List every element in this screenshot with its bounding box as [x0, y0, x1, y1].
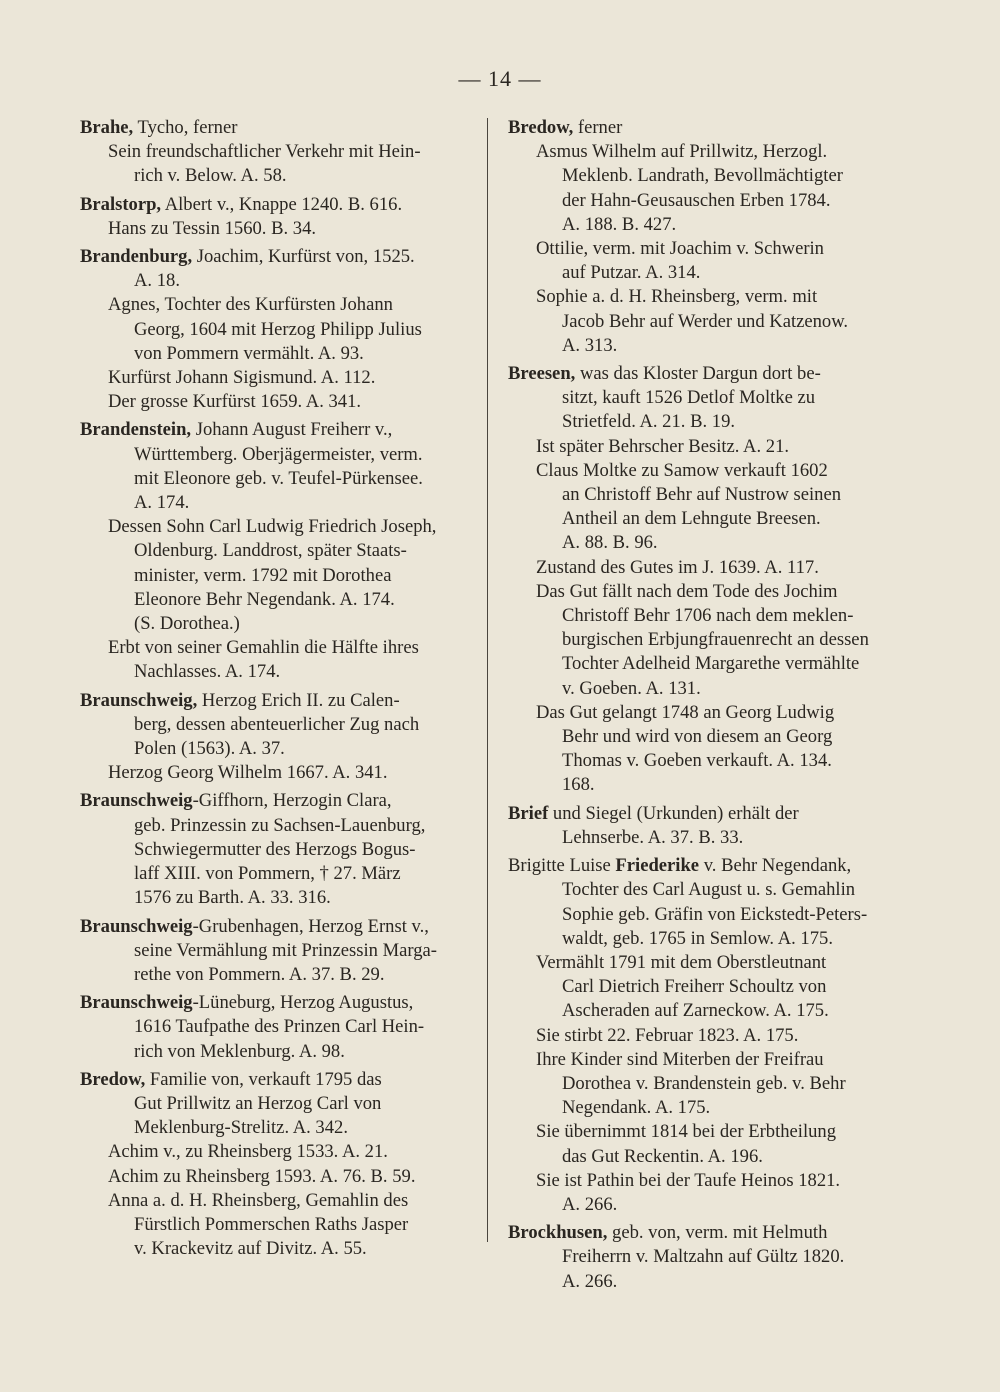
entry-line: Schwiegermutter des Herzogs Bogus-: [134, 838, 416, 860]
entry-line: Zustand des Gutes im J. 1639. A. 117.: [536, 556, 819, 578]
entry-line: Ascheraden auf Zarneckow. A. 175.: [562, 1000, 829, 1022]
entry-line: das Gut Reckentin. A. 196.: [562, 1145, 763, 1167]
entry-headline: Breesen, was das Kloster Dargun dort be-: [508, 363, 821, 385]
entry-line: berg, dessen abenteuerlicher Zug nach: [134, 713, 420, 735]
entry-line: Georg, 1604 mit Herzog Philipp Julius: [134, 318, 422, 340]
entry-line: Das Gut fällt nach dem Tode des Jochim: [536, 580, 838, 602]
entry-line: Strietfeld. A. 21. B. 19.: [562, 411, 736, 433]
entry-line: Fürstlich Pommerschen Raths Jasper: [134, 1213, 409, 1235]
entry-line: Oldenburg. Landdrost, später Staats-: [134, 540, 407, 562]
entry-line: Sie übernimmt 1814 bei der Erbtheilung: [536, 1121, 837, 1143]
entry-line: 1576 zu Barth. A. 33. 316.: [134, 887, 331, 909]
entry-line: Vermählt 1791 mit dem Oberstleutnant: [536, 951, 827, 973]
index-entry: [508, 854, 916, 1217]
entry-line: A. 174.: [134, 492, 190, 514]
entry-line: rich v. Below. A. 58.: [134, 165, 287, 187]
index-entry: [508, 1221, 916, 1294]
entry-headline: Brandenstein, Johann August Freiherr v.,: [80, 419, 393, 441]
entry-line: auf Putzar. A. 314.: [562, 262, 701, 284]
entry-line: Herzog Georg Wilhelm 1667. A. 341.: [108, 762, 388, 784]
entry-line: Achim zu Rheinsberg 1593. A. 76. B. 59.: [108, 1165, 416, 1187]
entry-line: Ottilie, verm. mit Joachim v. Schwerin: [536, 238, 824, 260]
entry-line: Agnes, Tochter des Kurfürsten Johann: [108, 294, 393, 316]
entry-line: Württemberg. Oberjägermeister, verm.: [134, 443, 423, 465]
entry-line: Behr und wird von diesem an Georg: [562, 726, 833, 748]
index-entry: [80, 418, 488, 684]
entry-line: A. 18.: [134, 270, 180, 292]
entry-headline: Braunschweig-Grubenhagen, Herzog Ernst v.,: [80, 915, 429, 937]
entry-line: minister, verm. 1792 mit Dorothea: [134, 564, 392, 586]
index-entry: [508, 362, 916, 798]
entry-line: an Christoff Behr auf Nustrow seinen: [562, 484, 842, 506]
entry-line: Dorothea v. Brandenstein geb. v. Behr: [562, 1072, 846, 1094]
entry-line: Negendank. A. 175.: [562, 1097, 711, 1119]
entry-line: A. 188. B. 427.: [562, 213, 677, 235]
index-entry: [80, 789, 488, 910]
entry-line: waldt, geb. 1765 in Semlow. A. 175.: [562, 927, 833, 949]
entry-headline: Brahe, Tycho, ferner: [80, 117, 238, 138]
entry-line: geb. Prinzessin zu Sachsen-Lauenburg,: [134, 814, 426, 836]
entry-line: von Pommern vermählt. A. 93.: [134, 342, 364, 364]
entry-line: laff XIII. von Pommern, † 27. März: [134, 863, 401, 885]
entry-line: Tochter des Carl August u. s. Gemahlin: [562, 879, 856, 901]
entry-headline: Bredow, ferner: [508, 117, 623, 138]
index-entry: [80, 116, 488, 189]
index-entry: [80, 689, 488, 786]
column-divider: [487, 118, 488, 1242]
entry-line: Polen (1563). A. 37.: [134, 738, 285, 760]
right-column: [508, 116, 916, 1298]
entry-headline: Braunschweig, Herzog Erich II. zu Calen-: [80, 689, 400, 711]
entry-line: Dessen Sohn Carl Ludwig Friedrich Joseph,: [108, 516, 437, 538]
entry-headline: Bredow, Familie von, verkauft 1795 das: [80, 1068, 382, 1090]
entry-line: Lehnserbe. A. 37. B. 33.: [562, 826, 744, 848]
entry-line: Christoff Behr 1706 nach dem meklen-: [562, 605, 854, 627]
entry-line: Eleonore Behr Negendank. A. 174.: [134, 588, 395, 610]
entry-line: Gut Prillwitz an Herzog Carl von: [134, 1092, 382, 1114]
entry-line: Asmus Wilhelm auf Prillwitz, Herzogl.: [536, 141, 828, 163]
index-entry: [80, 915, 488, 988]
entry-line: Hans zu Tessin 1560. B. 34.: [108, 217, 317, 239]
entry-line: Nachlasses. A. 174.: [134, 661, 281, 683]
index-entry: [80, 245, 488, 414]
entry-line: Sophie a. d. H. Rheinsberg, verm. mit: [536, 286, 818, 308]
entry-line: Freiherrn v. Maltzahn auf Gültz 1820.: [562, 1246, 845, 1268]
entry-line: v. Krackevitz auf Divitz. A. 55.: [134, 1238, 367, 1260]
entry-line: burgischen Erbjungfrauenrecht an dessen: [562, 629, 869, 651]
entry-line: Anna a. d. H. Rheinsberg, Gemahlin des: [108, 1189, 409, 1211]
entry-headline: Brief und Siegel (Urkunden) erhält der: [508, 802, 799, 824]
entry-line: A. 266.: [562, 1193, 618, 1215]
entry-headline: Brockhusen, geb. von, verm. mit Helmuth: [508, 1222, 828, 1244]
entry-line: der Hahn-Geusauschen Erben 1784.: [562, 189, 831, 211]
entry-headline: Brigitte Luise Friederike v. Behr Negendank,: [508, 855, 852, 877]
entry-line: Achim v., zu Rheinsberg 1533. A. 21.: [108, 1141, 388, 1163]
entry-line: Sophie geb. Gräfin von Eickstedt-Peters-: [562, 903, 868, 925]
entry-line: Claus Moltke zu Samow verkauft 1602: [536, 459, 828, 481]
index-entry: [80, 991, 488, 1064]
entry-line: Carl Dietrich Freiherr Schoultz von: [562, 976, 827, 998]
entry-line: v. Goeben. A. 131.: [562, 677, 701, 699]
entry-line: Ihre Kinder sind Miterben der Freifrau: [536, 1048, 824, 1070]
entry-line: (S. Dorothea.): [134, 613, 240, 635]
entry-line: Antheil an dem Lehngute Breesen.: [562, 508, 821, 530]
index-entry: [508, 116, 916, 358]
index-entry: [80, 1068, 488, 1262]
entry-line: rich von Meklenburg. A. 98.: [134, 1040, 345, 1062]
entry-line: Sie stirbt 22. Februar 1823. A. 175.: [536, 1024, 799, 1046]
entry-line: A. 88. B. 96.: [562, 532, 658, 554]
index-entry: [508, 802, 916, 850]
entry-line: Der grosse Kurfürst 1659. A. 341.: [108, 391, 362, 413]
page-number: — 14 —: [458, 66, 542, 91]
entry-line: Ist später Behrscher Besitz. A. 21.: [536, 435, 790, 457]
entry-line: Sein freundschaftlicher Verkehr mit Hein-: [108, 141, 421, 163]
entry-line: Erbt von seiner Gemahlin die Hälfte ihres: [108, 637, 419, 659]
entry-headline: Braunschweig-Lüneburg, Herzog Augustus,: [80, 992, 414, 1014]
entry-line: seine Vermählung mit Prinzessin Marga-: [134, 939, 437, 961]
entry-headline: Bralstorp, Albert v., Knappe 1240. B. 616.: [80, 193, 403, 215]
entry-line: Kurfürst Johann Sigismund. A. 112.: [108, 367, 376, 389]
entry-line: rethe von Pommern. A. 37. B. 29.: [134, 963, 385, 985]
entry-line: Jacob Behr auf Werder und Katzenow.: [562, 310, 849, 332]
entry-line: mit Eleonore geb. v. Teufel-Pürkensee.: [134, 467, 423, 489]
entry-line: A. 266.: [562, 1270, 618, 1292]
entry-line: Sie ist Pathin bei der Taufe Heinos 1821.: [536, 1169, 841, 1191]
entry-line: Meklenb. Landrath, Bevollmächtigter: [562, 165, 843, 187]
entry-line: 1616 Taufpathe des Prinzen Carl Hein-: [134, 1016, 425, 1038]
entry-line: 168.: [562, 774, 595, 796]
entry-line: Thomas v. Goeben verkauft. A. 134.: [562, 750, 832, 772]
entry-headline: Braunschweig-Giffhorn, Herzogin Clara,: [80, 790, 392, 812]
entry-line: sitzt, kauft 1526 Detlof Moltke zu: [562, 387, 816, 409]
index-entry: [80, 193, 488, 241]
left-column: [80, 116, 488, 1265]
entry-line: Tochter Adelheid Margarethe vermählte: [562, 653, 860, 675]
entry-line: Meklenburg-Strelitz. A. 342.: [134, 1117, 348, 1139]
entry-headline: Brandenburg, Joachim, Kurfürst von, 1525.: [80, 246, 415, 268]
entry-line: Das Gut gelangt 1748 an Georg Ludwig: [536, 701, 835, 723]
entry-line: A. 313.: [562, 334, 618, 356]
